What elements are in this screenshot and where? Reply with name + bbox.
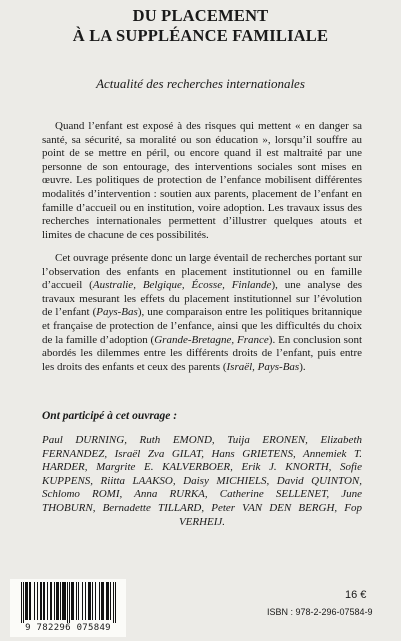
- barcode-bar: [115, 582, 116, 624]
- barcode-bar: [67, 582, 68, 624]
- barcode-bar: [62, 582, 63, 620]
- barcode-bar: [58, 582, 59, 620]
- barcode-bar: [113, 582, 114, 624]
- barcode-bar: [63, 582, 64, 620]
- barcode-bar: [34, 582, 35, 620]
- isbn-label: ISBN : 978-2-296-07584-9: [267, 607, 373, 617]
- barcode-bar: [107, 582, 108, 620]
- contributors-heading: Ont participé à cet ouvrage :: [42, 410, 178, 422]
- contributors-list: Paul DURNING, Ruth EMOND, Tuija ERONEN, Elizabeth FERNANDEZ, Israël Zva GILAT, Hans GRIETENS, Annemiek T. HARDER, Margrite E. KALVERBOER, Erik J. KNORTH, Sofie KUPPENS, Riitta LAAKSO, Daisy MICHIELS, David QUINTON, Schlomo ROMI, Anna RURKA, Catherine SELLENET, June THOBURN, Bernadette TILLARD, Peter VAN DEN BERGH, Fop VERHEIJ.: [42, 434, 362, 528]
- barcode-bar: [82, 582, 83, 620]
- barcode-digits: 9 782296 075849: [10, 623, 126, 633]
- barcode-bar: [90, 582, 91, 620]
- barcode-bar: [37, 582, 38, 620]
- barcode-bar: [78, 582, 79, 620]
- barcode-bar: [26, 582, 27, 620]
- barcode-bar: [30, 582, 31, 620]
- book-title-line-2: À LA SUPPLÉANCE FAMILIALE: [72, 26, 329, 45]
- barcode-bar: [64, 582, 65, 620]
- summary-paragraph-2: Cet ouvrage présente donc un large éventail de recherches portant sur l’observation des enfants en placement institutionnel ou en famille d’accueil (Australie, Belgique, Écosse, Finlande), une analyse des travaux mesurant les effets du placement institutionnel sur l’évolution de l’enfant (Pays-Bas), une comparaison entre les politiques britannique et française de protection de l’enfance, ainsi que les difficultés du choix de la famille d’adoption (Grande-Bretagne, France). En conclusion sont abordés les dilemmes entre les différents droits de l’enfant, puis entre les droits des enfants et ceux des parents (Israël, Pays-Bas).: [42, 252, 363, 373]
- barcode-bar: [101, 582, 102, 620]
- barcode-bar: [51, 582, 52, 620]
- price-label: 16 €: [345, 589, 367, 601]
- barcode-bar: [60, 582, 61, 620]
- barcode-bar: [95, 582, 96, 620]
- barcode-bar: [102, 582, 103, 620]
- barcode-bar: [56, 582, 57, 620]
- barcode-bar: [89, 582, 90, 620]
- barcode-bar: [54, 582, 55, 620]
- barcode-bar: [110, 582, 111, 620]
- barcode-bar: [85, 582, 86, 620]
- barcode-bar: [40, 582, 41, 620]
- barcode-bar: [57, 582, 58, 620]
- barcode-bar: [23, 582, 24, 624]
- summary-paragraph-1: Quand l’enfant est exposé à des risques qui mettent « en danger sa santé, sa sécurité, sa moralité ou son éducation », lorsqu’il souffre au point de se mettre en péril, ou encore quand il est maltraité par une personne de son entourage, des interventions sociales sont mises en œuvre. Les politiques de protection de l’enfance mobilisent différentes modalités d’intervention : soutien aux parents, placement de l’enfant en famille d’accueil ou en institution, voire adoption. Les travaux issus des recherches internationales permettent d’illustrer quelques atouts et limites de chacune de ces possibilités.: [42, 120, 362, 241]
- barcode-bar: [44, 582, 45, 620]
- barcode-bar: [108, 582, 109, 620]
- book-title-line-1: DU PLACEMENT: [132, 6, 269, 25]
- barcode-bar: [88, 582, 89, 620]
- barcode-bar: [41, 582, 42, 620]
- barcode-bar: [106, 582, 107, 620]
- barcode-bar: [43, 582, 44, 620]
- barcode-bar: [73, 582, 74, 620]
- barcode-bars-icon: [10, 579, 126, 625]
- barcode-bar: [69, 582, 70, 624]
- book-subtitle: Actualité des recherches internationales: [96, 76, 305, 91]
- barcode-bar: [50, 582, 51, 620]
- barcode-bar: [25, 582, 26, 620]
- barcode-bar: [21, 582, 22, 624]
- barcode-bar: [71, 582, 72, 620]
- barcode-bar: [99, 582, 100, 620]
- barcode-bar: [65, 582, 66, 620]
- barcode-bar: [72, 582, 73, 620]
- barcode-bar: [92, 582, 93, 620]
- barcode-bar: [103, 582, 104, 620]
- barcode-bar: [27, 582, 28, 620]
- barcode-bar: [29, 582, 30, 620]
- barcode-bar: [47, 582, 48, 620]
- barcode-bar: [76, 582, 77, 620]
